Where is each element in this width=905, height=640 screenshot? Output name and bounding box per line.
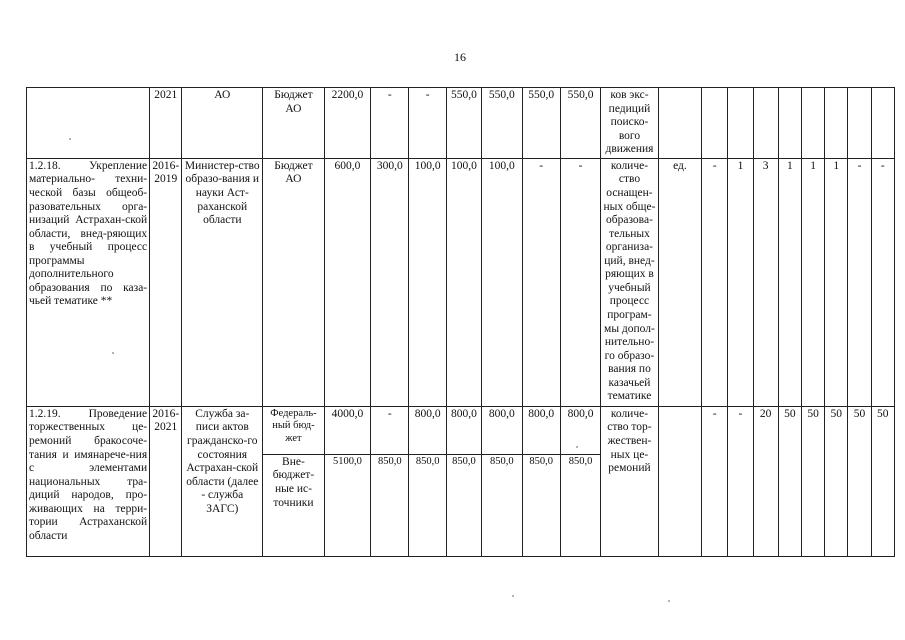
- indicator-unit: [658, 88, 701, 159]
- indicator-value: [728, 88, 753, 159]
- scan-speck: [69, 138, 71, 140]
- indicator-value: -: [702, 158, 728, 406]
- funding-2020: 800,0: [522, 406, 560, 454]
- funding-2019: 100,0: [482, 158, 522, 406]
- funding-source: Бюджет АО: [263, 158, 325, 406]
- measure-name: 1.2.19. Проведение торжественных це-ремоний бракосоче-тания и имянарече-ния с элементами национальных тра-диций народов, про-живающих на терри-тории Астраханской области: [27, 406, 150, 556]
- funding-source: Вне-бюджет-ные ис-точники: [263, 454, 325, 556]
- funding-total: 5100,0: [324, 454, 370, 556]
- indicator-value: 1: [778, 158, 801, 406]
- funding-total: 600,0: [324, 158, 370, 406]
- funding-source: Бюджет АО: [263, 88, 325, 159]
- indicator-value: 1: [825, 158, 848, 406]
- funding-2018: 850,0: [446, 454, 481, 556]
- indicator-text: количе-ство тор-жествен-ных це-ремоний: [601, 406, 659, 556]
- funding-2018: 100,0: [446, 158, 481, 406]
- indicator-value: [702, 88, 728, 159]
- funding-2016: 300,0: [371, 158, 409, 406]
- funding-2021: 550,0: [560, 88, 600, 159]
- funding-2019: 850,0: [482, 454, 522, 556]
- scan-speck: [512, 595, 514, 597]
- indicator-value: 20: [753, 406, 778, 556]
- indicator-value: 1: [801, 158, 824, 406]
- funding-2020: 850,0: [522, 454, 560, 556]
- funding-2017: 800,0: [409, 406, 446, 454]
- table-row-1-2-19: [27, 406, 895, 454]
- indicator-value: -: [871, 158, 894, 406]
- indicator-value: 50: [825, 406, 848, 556]
- funding-total: 2200,0: [324, 88, 370, 159]
- funding-2017: 100,0: [409, 158, 446, 406]
- indicator-value: 1: [728, 158, 753, 406]
- indicator-value: 50: [871, 406, 894, 556]
- indicator-value: 50: [801, 406, 824, 556]
- funding-2016: -: [371, 406, 409, 454]
- measure-executor: Служба за-писи актов гражданско-го состояния Астрахан-ской области (далее - служба ЗАГС): [182, 406, 263, 556]
- indicator-text: ков экс-педиций поиско-вого движения: [601, 88, 659, 159]
- funding-2017: -: [409, 88, 446, 159]
- measure-name: 1.2.18. Укрепление материально- техни-ческой базы общеоб-разовательных орга-низаций Астрахан-ской области, внед-ряющих в учебный процесс программы дополнительного образования по каза-чьей тематике **: [27, 158, 150, 406]
- measure-executor: Министер-ство образо-вания и науки Аст-раханской области: [182, 158, 263, 406]
- funding-2016: 850,0: [371, 454, 409, 556]
- indicator-value: -: [848, 158, 871, 406]
- funding-2019: 800,0: [482, 406, 522, 454]
- table-row-1-2-18: [27, 158, 895, 406]
- funding-2019: 550,0: [482, 88, 522, 159]
- indicator-value: 50: [778, 406, 801, 556]
- indicator-value: [871, 88, 894, 159]
- indicator-value: [848, 88, 871, 159]
- measure-years: 2016-2021: [150, 406, 182, 556]
- funding-2017: 850,0: [409, 454, 446, 556]
- scan-speck: [576, 446, 578, 448]
- indicator-text: количе-ство оснащен-ных обще-образова-тельных организа-ций, внед-ряющих в учебный процесс програм-мы допол-нительно-го образо-вания по казачьей тематике: [601, 158, 659, 406]
- funding-source: Федераль-ный бюд-жет: [263, 406, 325, 454]
- program-table: [26, 87, 895, 557]
- table-row-continuation: [27, 88, 895, 159]
- scan-speck: [668, 600, 670, 602]
- measure-executor: АО: [182, 88, 263, 159]
- indicator-unit: [658, 406, 701, 556]
- indicator-value: -: [702, 406, 728, 556]
- funding-2016: -: [371, 88, 409, 159]
- indicator-value: 3: [753, 158, 778, 406]
- indicator-value: [825, 88, 848, 159]
- indicator-value: [753, 88, 778, 159]
- funding-total: 4000,0: [324, 406, 370, 454]
- indicator-value: [801, 88, 824, 159]
- indicator-value: [778, 88, 801, 159]
- measure-name: [27, 88, 150, 159]
- funding-2021: -: [560, 158, 600, 406]
- measure-years: 2016-2019: [150, 158, 182, 406]
- scan-speck: [112, 352, 114, 354]
- funding-2021: 800,0: [560, 406, 600, 454]
- funding-2020: 550,0: [522, 88, 560, 159]
- page-number: 16: [454, 50, 466, 64]
- funding-2021: 850,0: [560, 454, 600, 556]
- measure-years: 2021: [150, 88, 182, 159]
- indicator-unit: ед.: [658, 158, 701, 406]
- funding-2018: 800,0: [446, 406, 481, 454]
- indicator-value: 50: [848, 406, 871, 556]
- funding-2020: -: [522, 158, 560, 406]
- funding-2018: 550,0: [446, 88, 481, 159]
- indicator-value: -: [728, 406, 753, 556]
